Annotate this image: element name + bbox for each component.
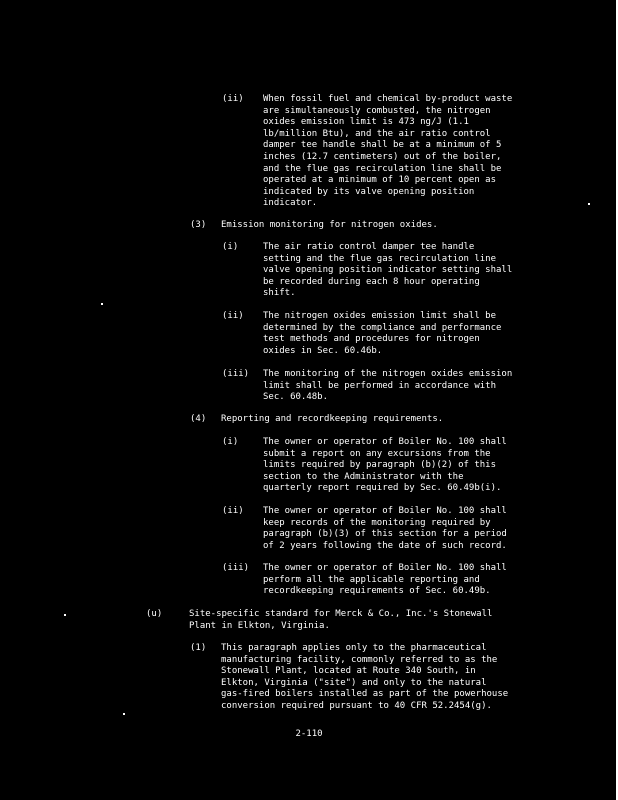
section-label: (4) <box>190 414 207 424</box>
item-text: The nitrogen oxides emission limit shall be determined by the compliance and performance test methods and procedures for nitrogen oxides in Sec. 60.46b. <box>263 311 502 356</box>
scan-speck <box>123 713 125 715</box>
item-label: (i) <box>222 242 239 252</box>
item-label: (i) <box>222 437 239 447</box>
section-label: (1) <box>190 643 207 653</box>
scan-speck <box>588 203 590 205</box>
item-label: (ii) <box>222 506 244 516</box>
item-label: (ii) <box>222 94 244 104</box>
section-heading: Emission monitoring for nitrogen oxides. <box>221 220 438 230</box>
item-text: When fossil fuel and chemical by-product waste are simultaneously combusted, the nitrogen oxides emission limit is 473 ng/J (1.1 lb/million Btu), and the air ratio control damper tee handle shall be at a minimum of 5 inches (12.7 centimeters) out of the boiler, and the flue gas recirculation line shall be operated at a minimum of 10 percent open as indicated by its valve opening position indicator. <box>263 94 513 209</box>
item-text: The owner or operator of Boiler No. 100 shall keep records of the monitoring required by paragraph (b)(3) of this section for a period of 2 years following the date of such record. <box>263 506 507 551</box>
section-text: This paragraph applies only to the pharmaceutical manufacturing facility, commonly referred to as the Stonewall Plant, located at Route 340 South, in Elkton, Virginia ("site") and only to the natural gas-fired boilers installed as part of the powerhouse conversion required pursuant to 40 CFR 52.2454(g). <box>221 643 509 711</box>
item-label: (ii) <box>222 311 244 321</box>
item-text: The air ratio control damper tee handle setting and the flue gas recirculation line valve opening position indicator setting shall be recorded during each 8 hour operating shift. <box>263 242 513 299</box>
section-label: (3) <box>190 220 207 230</box>
item-label: (iii) <box>222 563 250 573</box>
scan-speck <box>64 614 66 616</box>
paragraph-label: (u) <box>146 609 163 619</box>
item-text: The monitoring of the nitrogen oxides emission limit shall be performed in accordance with Sec. 60.48b. <box>263 369 513 403</box>
item-label: (iii) <box>222 369 250 379</box>
page-number: 2-110 <box>295 729 323 739</box>
item-text: The owner or operator of Boiler No. 100 shall submit a report on any excursions from the limits required by paragraph (b)(2) of this section to the Administrator with the quarterly report required by Sec. 60.49b(i). <box>263 437 507 494</box>
scan-speck <box>101 303 103 305</box>
paragraph-heading: Site-specific standard for Merck & Co., Inc.'s Stonewall Plant in Elkton, Virginia. <box>189 609 493 631</box>
item-text: The owner or operator of Boiler No. 100 shall perform all the applicable reporting and recordkeeping requirements of Sec. 60.49b. <box>263 563 507 597</box>
section-heading: Reporting and recordkeeping requirements. <box>221 414 444 424</box>
